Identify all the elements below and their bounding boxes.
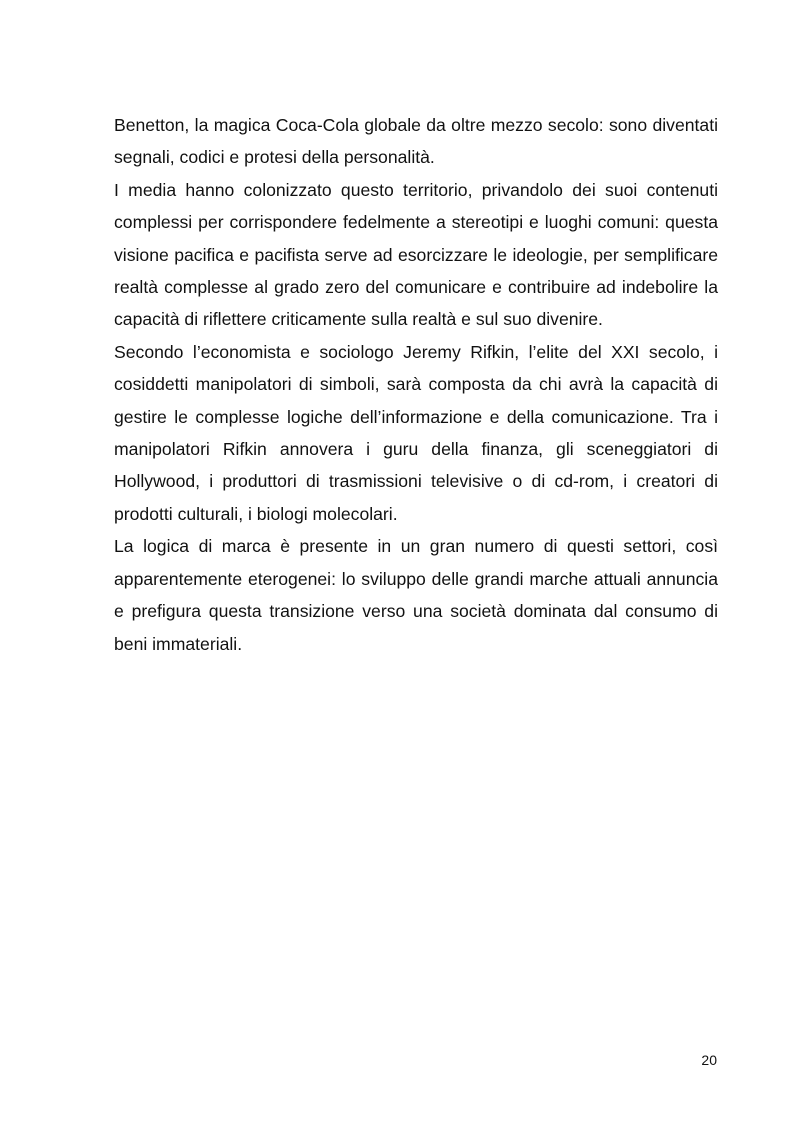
body-text (114, 109, 718, 660)
paragraph-4: La logica di marca è presente in un gran numero di questi settori, così apparentemente eterogenei: lo sviluppo delle grandi marche attuali annuncia e prefigura questa transizione verso una società dominata dal consumo di beni immateriali. (114, 536, 718, 654)
paragraph-1: Benetton, la magica Coca-Cola globale da oltre mezzo secolo: sono diventati segnali, codici e protesi della personalità. (114, 115, 718, 168)
paragraph-2: I media hanno colonizzato questo territorio, privandolo dei suoi contenuti complessi per corrispondere fedelmente a stereotipi e luoghi comuni: questa visione pacifica e pacifista serve ad esorcizzare le ideologie, per semplificare realtà complesse al grado zero del comunicare e contribuire ad indebolire la capacità di riflettere criticamente sulla realtà e sul suo divenire. (114, 179, 718, 330)
paragraph-3: Secondo l’economista e sociologo Jeremy Rifkin, l’elite del XXI secolo, i cosiddetti manipolatori di simboli, sarà composta da chi avrà la capacità di gestire le complesse logiche dell’informazione e della comunicazione. Tra i manipolatori Rifkin annovera i guru della finanza, gli sceneggiatori di Hollywood, i produttori di trasmissioni televisive o di cd-rom, i creatori di prodotti culturali, i biologi molecolari. (114, 341, 718, 524)
page-number: 20 (701, 1052, 717, 1068)
